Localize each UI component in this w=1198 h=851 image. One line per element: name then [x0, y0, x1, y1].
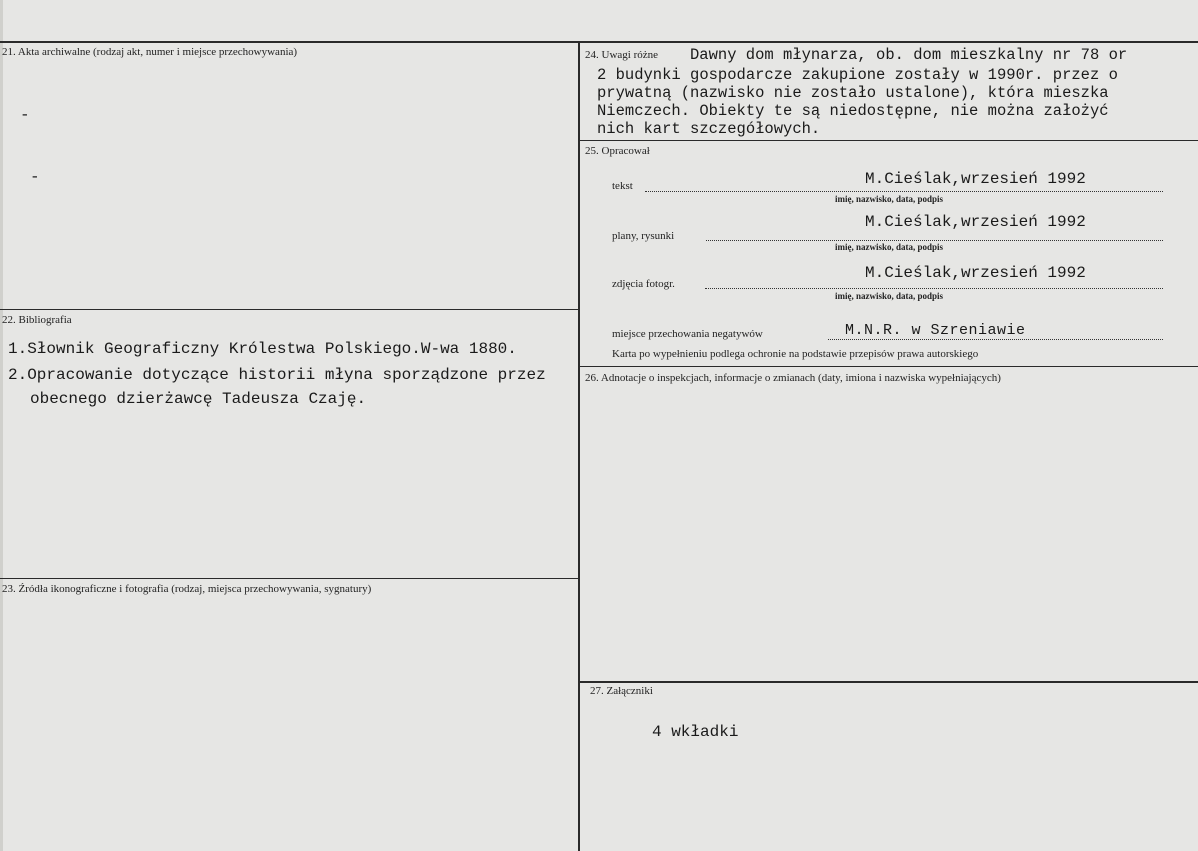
section-23-label: 23. Źródła ikonograficzne i fotografia (rodzaj, miejsca przechowywania, sygnatury) — [2, 583, 372, 595]
remarks-line-2: 2 budynki gospodarcze zakupione zostały w 1990r. przez o — [597, 66, 1118, 84]
text-author-line — [645, 191, 1163, 192]
photos-author-label: zdjęcia fotogr. — [612, 278, 675, 290]
photos-author-line — [705, 288, 1163, 289]
photos-author-caption: imię, nazwisko, data, podpis — [835, 291, 944, 301]
center-divider — [578, 41, 580, 851]
negatives-location-value: M.N.R. w Szreniawie — [845, 322, 1026, 339]
section-21-label: 21. Akta archiwalne (rodzaj akt, numer i miejsce przechowywania) — [2, 46, 298, 58]
plans-author-line — [706, 240, 1163, 241]
top-rule — [0, 41, 1198, 43]
section-27-label: 27. Załączniki — [590, 685, 653, 697]
divider-25-26 — [579, 366, 1198, 367]
divider-21-22 — [0, 309, 579, 310]
section-25-label: 25. Opracował — [585, 145, 650, 157]
text-author-value: M.Cieślak,wrzesień 1992 — [865, 170, 1086, 188]
text-author-label: tekst — [612, 180, 633, 192]
remarks-line-1: Dawny dom młynarza, ob. dom mieszkalny nr 78 or — [690, 46, 1128, 64]
attachments-value: 4 wkładki — [652, 723, 739, 741]
text-author-caption: imię, nazwisko, data, podpis — [835, 194, 944, 204]
remarks-line-3: prywatną (nazwisko nie zostało ustalone), która mieszka — [597, 84, 1109, 102]
negatives-location-line — [828, 339, 1163, 340]
plans-author-label: plany, rysunki — [612, 230, 675, 242]
remarks-line-4: Niemczech. Obiekty te są niedostępne, nie można założyć — [597, 102, 1109, 120]
archival-entry-2: - — [30, 168, 40, 186]
copyright-notice: Karta po wypełnieniu podlega ochronie na podstawie przepisów prawa autorskiego — [612, 348, 979, 360]
bibliography-item-2-cont: obecnego dzierżawcę Tadeusza Czaję. — [30, 390, 367, 408]
paper-edge — [0, 0, 3, 851]
plans-author-caption: imię, nazwisko, data, podpis — [835, 242, 944, 252]
remarks-line-5: nich kart szczegółowych. — [597, 120, 821, 138]
photos-author-value: M.Cieślak,wrzesień 1992 — [865, 264, 1086, 282]
section-22-label: 22. Bibliografia — [2, 314, 72, 326]
divider-24-25 — [579, 140, 1198, 141]
divider-22-23 — [0, 578, 579, 579]
bibliography-item-2: 2.Opracowanie dotyczące historii młyna sporządzone przez — [8, 366, 546, 384]
plans-author-value: M.Cieślak,wrzesień 1992 — [865, 213, 1086, 231]
divider-26-27 — [579, 681, 1198, 683]
section-24-label: 24. Uwagi różne — [585, 49, 659, 61]
bibliography-item-1: 1.Słownik Geograficzny Królestwa Polskiego.W-wa 1880. — [8, 340, 517, 358]
negatives-location-label: miejsce przechowania negatywów — [612, 328, 763, 340]
section-26-label: 26. Adnotacje o inspekcjach, informacje o zmianach (daty, imiona i nazwiska wypełniających) — [585, 372, 1001, 384]
archival-entry-1: - — [20, 106, 30, 124]
